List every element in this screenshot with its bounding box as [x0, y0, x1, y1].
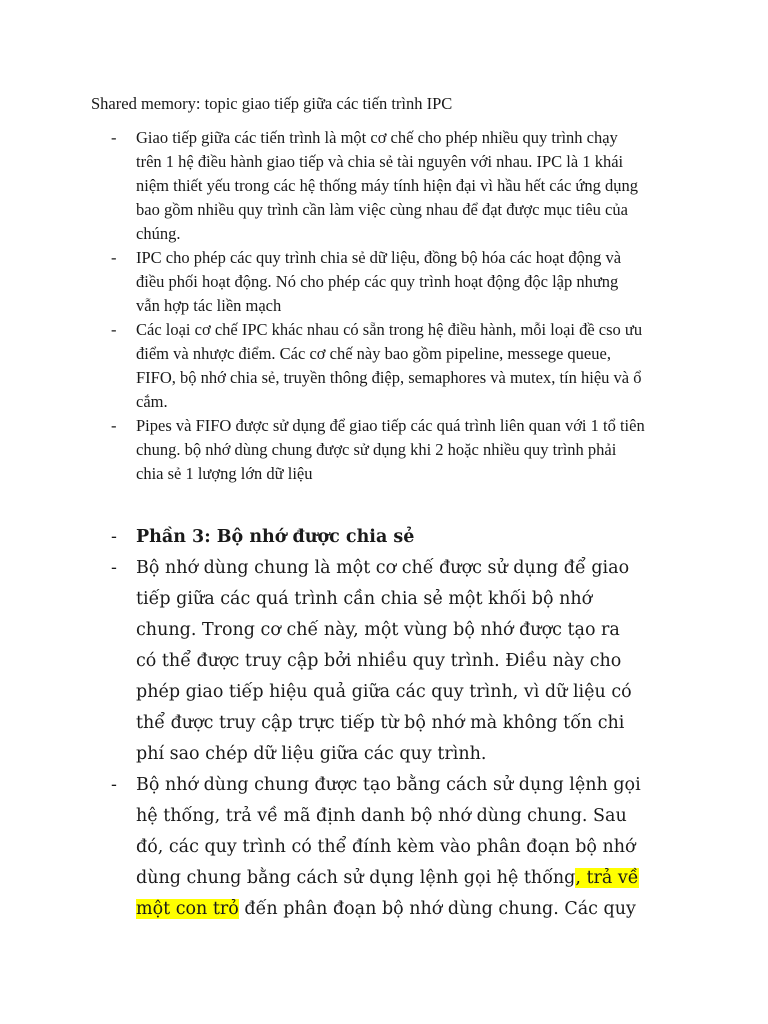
text-line: Bộ nhớ dùng chung được tạo bằng cách sử dụng lệnh gọi [136, 775, 641, 795]
text-line: tiếp giữa các quá trình cần chia sẻ một khối bộ nhớ [136, 589, 593, 609]
bullet-dash: - [111, 320, 117, 339]
bullet-dash: - [111, 558, 117, 578]
text-line: Các loại cơ chế IPC khác nhau có sẵn trong hệ điều hành, mỗi loại đề cso ưu [136, 320, 643, 339]
bullet-dash: - [111, 248, 117, 267]
text-line: có thể được truy cập bởi nhiều quy trình. Điều này cho [136, 651, 622, 671]
bullet-dash: - [111, 775, 117, 795]
text-line: Giao tiếp giữa các tiến trình là một cơ chế cho phép nhiều quy trình chạy [136, 128, 618, 147]
document-heading: Shared memory: topic giao tiếp giữa các tiến trình IPC [91, 94, 453, 113]
text-line: điểm và nhược điểm. Các cơ chế này bao gồm pipeline, messege queue, [136, 344, 611, 363]
text-line: chúng. [136, 224, 181, 243]
text-line: phép giao tiếp hiệu quả giữa các quy trình, vì dữ liệu có [136, 682, 632, 702]
text-line [136, 863, 711, 894]
text-line: bao gồm nhiều quy trình cần làm việc cùng nhau để đạt được mục tiêu của [136, 200, 628, 219]
text-line: hệ thống, trả về mã định danh bộ nhớ dùng chung. Sau [136, 806, 627, 826]
text-line: điều phối hoạt động. Nó cho phép các quy trình hoạt động độc lập nhưng [136, 272, 619, 291]
bullet-dash: - [111, 128, 117, 147]
list-item [111, 126, 711, 246]
section-title-item [111, 522, 711, 553]
bullet-dash: - [111, 527, 117, 547]
text-line: IPC cho phép các quy trình chia sẻ dữ liệu, đồng bộ hóa các hoạt động và [136, 248, 622, 267]
text-line: Pipes và FIFO được sử dụng để giao tiếp các quá trình liên quan với 1 tổ tiên [136, 416, 645, 435]
text-line: chung. bộ nhớ dùng chung được sử dụng khi 2 hoặc nhiều quy trình phải [136, 440, 617, 459]
highlighted-text: , trả về [575, 868, 639, 888]
text-line: thể được truy cập trực tiếp từ bộ nhớ mà không tốn chi [136, 713, 625, 733]
list-item [111, 770, 711, 925]
text-line: cắm. [136, 392, 168, 411]
bullet-dash: - [111, 416, 117, 435]
highlighted-text: một con trỏ [136, 899, 239, 919]
text-line: trên 1 hệ điều hành giao tiếp và chia sẻ tài nguyên với nhau. IPC là 1 khái [136, 152, 624, 171]
text-line: niệm thiết yếu trong các hệ thống máy tính hiện đại vì hầu hết các ứng dụng [136, 176, 638, 195]
list-item [111, 414, 711, 486]
text-line: phí sao chép dữ liệu giữa các quy trình. [136, 744, 487, 764]
text-line: FIFO, bộ nhớ chia sẻ, truyền thông điệp, semaphores và mutex, tín hiệu và ổ [136, 368, 642, 387]
text-line: chung. Trong cơ chế này, một vùng bộ nhớ được tạo ra [136, 620, 620, 640]
text-line: Bộ nhớ dùng chung là một cơ chế được sử dụng để giao [136, 558, 630, 578]
list-item [111, 318, 711, 414]
text-span: dùng chung bằng cách sử dụng lệnh gọi hệ thống [136, 868, 576, 888]
list-item [111, 553, 711, 770]
list-item [111, 246, 711, 318]
part3-section [111, 522, 711, 925]
text-span: đến phân đoạn bộ nhớ dùng chung. Các quy [238, 899, 636, 919]
ipc-bullet-list [111, 126, 711, 486]
text-line [136, 894, 711, 925]
text-line: vẫn hợp tác liền mạch [136, 296, 282, 315]
text-line: chia sẻ 1 lượng lớn dữ liệu [136, 464, 313, 483]
section-title: Phần 3: Bộ nhớ được chia sẻ [136, 527, 415, 547]
text-line: đó, các quy trình có thể đính kèm vào phân đoạn bộ nhớ [136, 837, 636, 857]
